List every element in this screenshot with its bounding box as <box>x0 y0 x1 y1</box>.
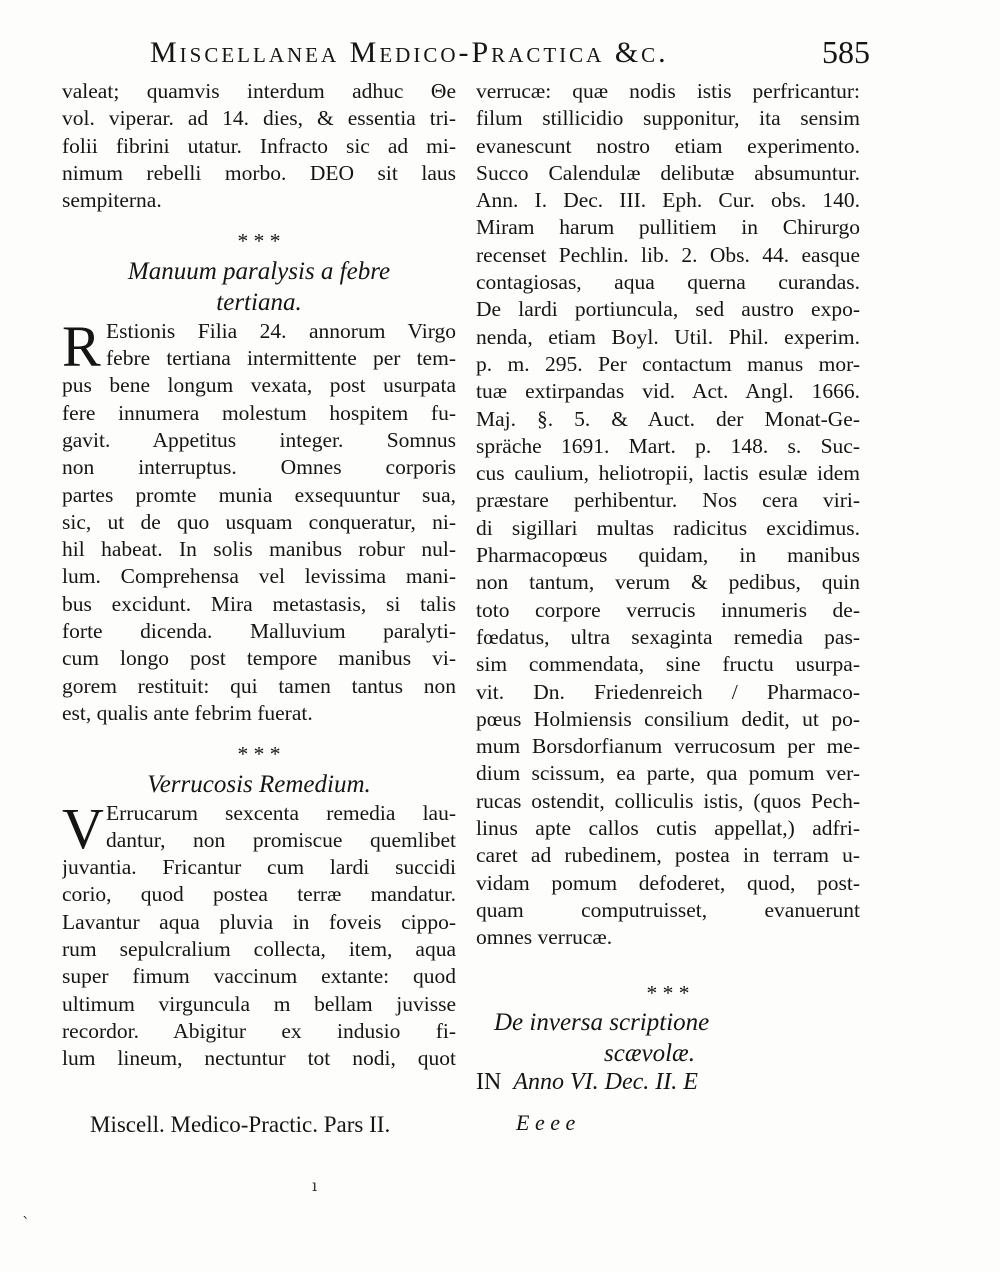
spacer <box>476 966 860 980</box>
text-line: Succo Calendulæ delibutæ absumuntur. <box>476 160 860 185</box>
text-line: ultimum virguncula m bellam juvisse <box>62 991 456 1016</box>
text-line: nenda, etiam Boyl. Util. Phil. experim. <box>476 324 860 349</box>
text-line: gorem restituit: qui tamen tantus non <box>62 673 456 698</box>
text-line: fœdatus, ultra sexaginta remedia pas- <box>476 624 860 649</box>
text-line: lum lineum, nectuntur tot nodi, quot <box>62 1046 456 1071</box>
page-header <box>150 32 870 72</box>
text-line: est, qualis ante febrim fuerat. <box>62 700 313 725</box>
text-line: cus caulium, heliotropii, lactis esulæ idem <box>476 461 860 486</box>
text-line: vol. viperar. ad 14. dies, & essentia tri- <box>62 106 456 131</box>
drop-cap: R <box>62 313 101 379</box>
text-line: vidam pomum defoderet, quod, post- <box>476 870 860 895</box>
running-title: Miscellanea Medico-Practica &c. <box>150 36 669 69</box>
text-line: super fimum vaccinum extante: quod <box>62 964 456 989</box>
page-number: 585 <box>822 34 870 70</box>
right-column <box>476 78 860 1096</box>
drop-cap: V <box>62 795 104 861</box>
text-line: rucas ostendit, colliculis istis, (quos Pech- <box>476 788 860 813</box>
text-line: contagiosas, aqua querna curandas. <box>476 270 860 295</box>
section-heading: tertiana. <box>216 288 302 316</box>
text-line: lum. Comprehensa vel levissima mani- <box>62 564 456 589</box>
catchword: E e e e <box>516 1110 576 1135</box>
text-line: juvantia. Fricantur cum lardi succidi <box>62 855 456 880</box>
text-line: omnes verrucæ. <box>476 925 613 950</box>
text-line: vit. Dn. Friedenreich / Pharmaco- <box>476 679 860 704</box>
text-line: spräche 1691. Mart. p. 148. s. Suc- <box>476 433 860 458</box>
text-line: sim commendata, sine fructu usurpa- <box>476 652 860 677</box>
text-line: cum longo post tempore manibus vi- <box>62 646 456 671</box>
section-heading: De inversa scriptione <box>494 1008 710 1036</box>
section-heading: Manuum paralysis a febre <box>127 257 391 285</box>
verruca-paragraph <box>62 795 456 1073</box>
text-line: sempiterna. <box>62 188 162 213</box>
text-line: Maj. §. 5. & Auct. der Monat-Ge- <box>476 406 860 431</box>
section-heading: Verrucosis Remedium. <box>147 770 371 798</box>
inversa-first-line <box>476 1069 860 1096</box>
text-line: partes promte munia exsequuntur sua, <box>62 482 456 507</box>
text-line: sic, ut de quo usquam conqueratur, ni- <box>62 509 456 534</box>
print-speck: ı <box>312 1176 318 1195</box>
signature-mark: Miscell. Medico-Practic. Pars II. <box>90 1112 391 1137</box>
section-ornament-stars: * * * <box>237 742 281 767</box>
text-line: Miram harum pullitiem in Chirurgo <box>476 215 860 240</box>
text-line: mum Borsdorfianum verrucosum per me- <box>476 734 860 759</box>
text-line: præstare perhibentur. Nos cera viri- <box>476 488 860 513</box>
text-line: gavit. Appetitus integer. Somnus <box>62 427 456 452</box>
drop-cap: IN <box>476 1068 502 1095</box>
text-line: tuæ extirpandas vid. Act. Angl. 1666. <box>476 379 860 404</box>
text-line: caret ad rubedinem, postea in terram u- <box>476 843 860 868</box>
text-span: Anno VI. Dec. II. E <box>513 1068 698 1095</box>
text-line: di sigillari multas radicitus excidimus. <box>476 515 860 540</box>
text-line: verrucæ: quæ nodis istis perfricantur: <box>476 79 860 103</box>
text-line: valeat; quamvis interdum adhuc Θe <box>62 79 456 103</box>
section-ornament-stars: * * * <box>237 229 281 254</box>
text-line: hil habeat. In solis manibus robur nul- <box>62 537 456 562</box>
text-line: quam computruisset, evanuerunt <box>476 897 860 922</box>
text-line: fere innumera molestum hospitem fu- <box>62 400 456 425</box>
text-line: rum sepulcralium collecta, item, aqua <box>62 937 456 962</box>
text-line: recenset Pechlin. lib. 2. Obs. 44. easque <box>476 242 860 267</box>
text-line: p. m. 295. Per contactum manus mor- <box>476 351 860 376</box>
text-line: filum stillicidio supponitur, ita sensim <box>476 106 860 131</box>
text-line: De lardi portiuncula, sed austro expo- <box>476 297 860 322</box>
print-speck: ˋ <box>22 1214 30 1233</box>
intro-paragraph <box>62 78 456 214</box>
text-line: nimum rebelli morbo. DEO sit laus <box>62 160 456 185</box>
spacer <box>62 727 456 741</box>
text-line: recordor. Abigitur ex indusio fi- <box>62 1018 456 1043</box>
text-line: non interruptus. Omnes corporis <box>62 455 456 480</box>
text-line: corio, quod postea terræ mandatur. <box>62 882 456 907</box>
paralysis-paragraph <box>62 313 456 727</box>
spacer <box>62 214 456 228</box>
text-line: febre tertiana intermittente per tem- <box>106 346 456 371</box>
text-line: non tantum, verum & pedibus, quin <box>476 570 860 595</box>
text-line: Errucarum sexcenta remedia lau- <box>106 800 456 825</box>
text-line: bus excidunt. Mira metastasis, si talis <box>62 591 456 616</box>
text-line: Estionis Filia 24. annorum Virgo <box>106 318 456 343</box>
text-line: Ann. I. Dec. III. Eph. Cur. obs. 140. <box>476 188 860 213</box>
text-line: toto corpore verrucis innumeris de- <box>476 597 860 622</box>
text-line: linus apte callos cutis appellat,) adfri- <box>476 816 860 841</box>
text-line: pœus Holmiensis consilium dedit, ut po- <box>476 706 860 731</box>
spacer <box>476 952 860 966</box>
text-line: dantur, non promiscue quemlibet <box>106 827 456 852</box>
text-line: forte dicenda. Malluvium paralyti- <box>62 619 456 644</box>
text-line: pus bene longum vexata, post usurpata <box>62 373 456 398</box>
left-column <box>62 78 456 1073</box>
section-ornament-stars: * * * <box>646 980 690 1005</box>
text-line: dium scissum, ea parte, qua pomum ver- <box>476 761 860 786</box>
text-line: Lavantur aqua pluvia in foveis cippo- <box>62 909 456 934</box>
verruca-continued-paragraph <box>476 78 860 952</box>
text-line: folii fibrini utatur. Infracto sic ad mi- <box>62 133 456 158</box>
text-line: Pharmacopœus quidam, in manibus <box>476 543 860 568</box>
text-line: evanescunt nostro etiam experimento. <box>476 133 860 158</box>
section-heading: scævolæ. <box>604 1039 695 1067</box>
